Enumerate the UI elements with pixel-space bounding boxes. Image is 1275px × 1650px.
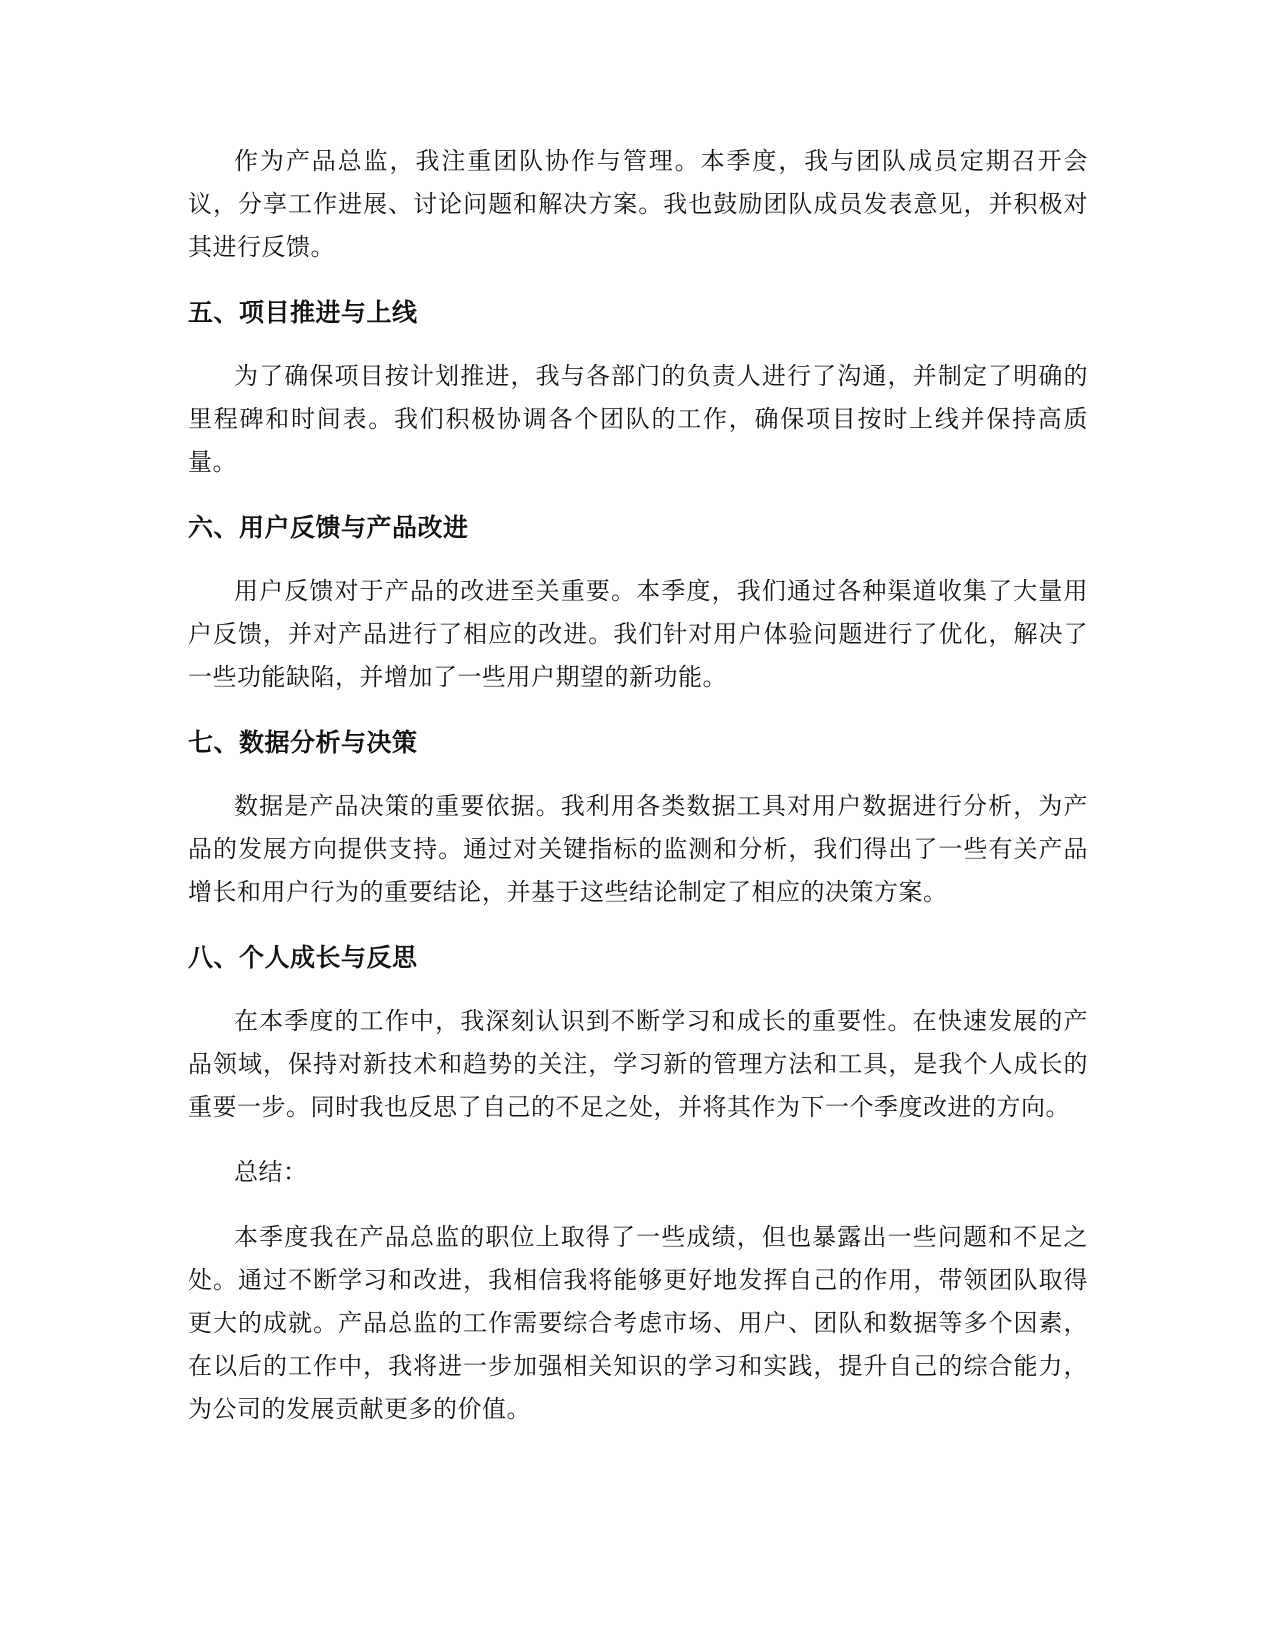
section-heading-6: 六、用户反馈与产品改进 [188, 513, 469, 542]
document-page [188, 140, 1088, 1453]
section-paragraph-7: 数据是产品决策的重要依据。我利用各类数据工具对用户数据进行分析，为产品的发展方向提供支持。通过对关键指标的监测和分析，我们得出了一些有关产品增长和用户行为的重要结论，并基于这些结论制定了相应的决策方案。 [188, 792, 1088, 906]
section-heading-8: 八、个人成长与反思 [188, 943, 418, 972]
section-paragraph-8: 在本季度的工作中，我深刻认识到不断学习和成长的重要性。在快速发展的产品领域，保持对新技术和趋势的关注，学习新的管理方法和工具，是我个人成长的重要一步。同时我也反思了自己的不足之处，并将其作为下一个季度改进的方向。 [188, 1007, 1088, 1121]
section-heading-5: 五、项目推进与上线 [188, 298, 418, 327]
summary-paragraph: 本季度我在产品总监的职位上取得了一些成绩，但也暴露出一些问题和不足之处。通过不断学习和改进，我相信我将能够更好地发挥自己的作用，带领团队取得更大的成就。产品总监的工作需要综合考虑市场、用户、团队和数据等多个因素，在以后的工作中，我将进一步加强相关知识的学习和实践，提升自己的综合能力，为公司的发展贡献更多的价值。 [188, 1223, 1088, 1423]
section-heading-7: 七、数据分析与决策 [188, 728, 418, 757]
section-paragraph-5: 为了确保项目按计划推进，我与各部门的负责人进行了沟通，并制定了明确的里程碑和时间表。我们积极协调各个团队的工作，确保项目按时上线并保持高质量。 [188, 362, 1088, 476]
section-paragraph-6: 用户反馈对于产品的改进至关重要。本季度，我们通过各种渠道收集了大量用户反馈，并对产品进行了相应的改进。我们针对用户体验问题进行了优化，解决了一些功能缺陷，并增加了一些用户期望的新功能。 [188, 577, 1088, 691]
summary-label: 总结： [234, 1158, 308, 1186]
intro-paragraph: 作为产品总监，我注重团队协作与管理。本季度，我与团队成员定期召开会议，分享工作进展、讨论问题和解决方案。我也鼓励团队成员发表意见，并积极对其进行反馈。 [188, 147, 1088, 261]
